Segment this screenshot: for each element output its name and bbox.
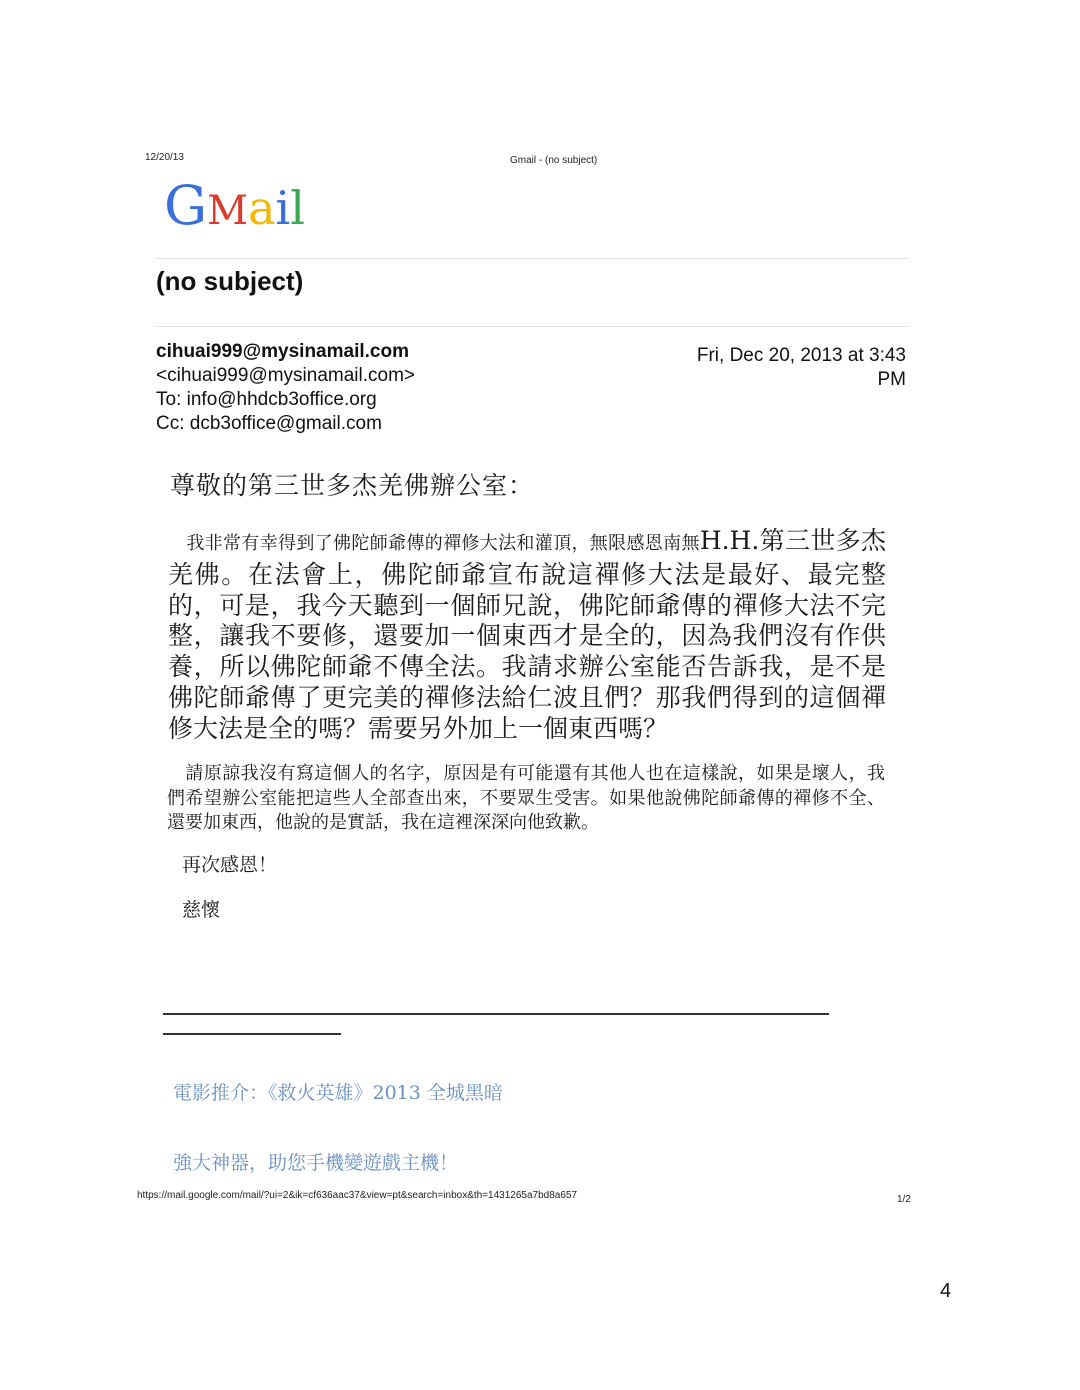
signature-separator-long: [163, 1013, 829, 1015]
header-divider: [156, 258, 908, 259]
salutation: 尊敬的第三世多杰羌佛辦公室：: [170, 471, 535, 500]
paragraph-1-rest: H.H.第三世多杰羌佛。在法會上，佛陀師爺宣布說這禪修大法是最好、最完整的，可是，我今天聽到一個師兄說，佛陀師爺傳的禪修大法不完整，讓我不要修，還要加一個東西才是全的，因為我們沒有作供養，所以佛陀師爺不傳全法。我請求辦公室能否告訴我，是不是佛陀師爺傳了更完美的禪修法給仁波且們？那我們得到的這個禪修大法是全的嗎？需要另外加上一個東西嗎？: [168, 526, 887, 743]
email-meta: [156, 340, 415, 436]
cc-line: Cc: dcb3office@gmail.com: [156, 413, 382, 434]
date-line-1: Fri, Dec 20, 2013 at 3:43: [696, 345, 906, 366]
date-line-2: PM: [877, 369, 906, 390]
print-date: 12/20/13: [145, 152, 184, 163]
to-line: To: info@hhdcb3office.org: [156, 389, 377, 410]
subject-divider: [156, 326, 908, 327]
footer-url: https://mail.google.com/mail/?ui=2&ik=cf636aac37&view=pt&search=inbox&th=1431265a7bd8a657: [137, 1190, 578, 1201]
ad-link-movie[interactable]: 電影推介：《救火英雄》2013 全城黑暗: [173, 1082, 503, 1104]
logo-letter: a: [248, 181, 276, 235]
sender-name: cihuai999@mysinamail.com: [156, 341, 409, 362]
logo-letter: M: [207, 188, 249, 234]
paragraph-2-text: 請原諒我沒有寫這個人的名字，原因是有可能還有其他人也在這樣說，如果是壞人，我們希望辦公室能把這些人全部查出來，不要眾生受害。如果他說佛陀師爺傳的禪修不全、還要加東西，他說的是實話，我在這裡深深向他致歉。: [167, 763, 885, 833]
signature-separator-short: [163, 1033, 341, 1035]
logo-letter: G: [164, 174, 208, 237]
paragraph-1-lead: 我非常有幸得到了佛陀師爺傳的禪修大法和灌頂，無限感恩南無: [186, 533, 700, 554]
gmail-logo: [164, 176, 305, 236]
closing: 再次感恩！: [182, 854, 278, 876]
logo-letter: l: [290, 181, 305, 235]
ad-link-game[interactable]: 強大神器，助您手機變遊戲主機！: [173, 1152, 459, 1174]
signature: 慈懷: [182, 899, 221, 921]
body-paragraph-2: [167, 762, 885, 836]
logo-letter: i: [275, 181, 291, 235]
email-subject: (no subject): [156, 266, 304, 296]
page-number: 4: [940, 1280, 952, 1302]
email-date: [620, 344, 906, 392]
window-title: Gmail - (no subject): [510, 155, 598, 166]
footer-page-count: 1/2: [897, 1194, 911, 1205]
body-paragraph-1: [168, 526, 886, 745]
sender-address: <cihuai999@mysinamail.com>: [156, 365, 416, 386]
